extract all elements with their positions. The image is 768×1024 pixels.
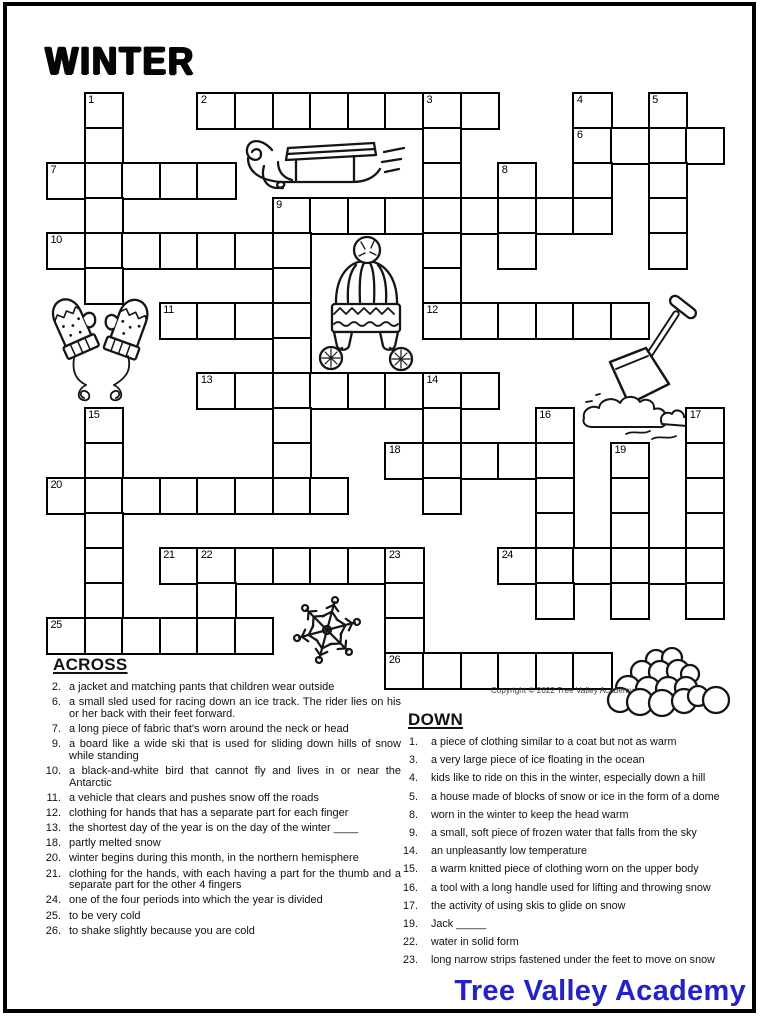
clue-text: Jack _____ [431,917,487,930]
grid-cell[interactable] [272,302,312,340]
clue-item [45,838,401,850]
clue-number: 10. [45,764,61,777]
clue-text: water in solid form [431,936,519,949]
clue-number: 9. [408,826,418,839]
clue-item [399,937,759,949]
grid-cell[interactable] [46,617,86,655]
clue-text: winter begins during this month, in the northern hemisphere [69,852,359,865]
grid-cell[interactable] [84,547,124,585]
clue-item [45,911,401,923]
grid-cell[interactable] [272,442,312,480]
clue-item [45,869,401,892]
clue-text: clothing for hands that has a separate part for each finger [69,806,349,819]
clue-item [45,697,401,720]
clue-number: 14. [402,845,418,858]
clue-item [399,737,759,749]
cell-number: 7 [50,164,57,176]
grid-cell[interactable] [535,582,575,620]
clue-number: 4. [408,772,418,785]
grid-cell[interactable] [84,442,124,480]
grid-cell[interactable] [535,652,575,690]
grid-cell[interactable] [572,302,612,340]
grid-cell[interactable] [84,582,124,620]
grid-cell[interactable] [422,267,462,305]
grid-cell[interactable] [610,547,650,585]
copyright-note: Copyright © 2022 Tree Valley Academy [491,686,634,695]
clue-number: 22. [402,936,418,949]
clue-item [45,739,401,762]
clue-number: 21. [45,867,61,880]
grid-cell[interactable] [84,92,124,130]
clue-number: 24. [45,894,61,907]
grid-cell[interactable] [272,337,312,375]
clue-item [399,846,759,858]
clue-text: a piece of clothing similar to a coat but not as warm [431,736,677,748]
down-clues [399,737,759,967]
clue-text: to shake slightly because you are cold [69,924,255,937]
grid-cell[interactable] [685,512,725,550]
clue-number: 5. [408,790,418,803]
cell-number: 23 [388,549,401,561]
grid-cell[interactable] [234,302,274,340]
grid-cell[interactable] [159,547,199,585]
clue-item [399,919,759,931]
cell-number: 17 [689,409,701,421]
clue-number: 26. [45,924,61,937]
cell-number: 6 [576,129,583,141]
grid-cell[interactable] [460,197,500,235]
grid-cell[interactable] [272,547,312,585]
grid-cell[interactable] [384,372,424,410]
clue-text: worn in the winter to keep the head warm [431,808,629,821]
clue-number: 16. [402,881,418,894]
cell-number: 13 [200,374,213,386]
grid-cell[interactable] [121,617,161,655]
grid-cell[interactable] [309,197,349,235]
cell-number: 1 [88,94,94,106]
grid-cell[interactable] [685,442,725,480]
clue-number: 12. [45,806,61,819]
grid-cell[interactable] [648,92,688,130]
grid-cell[interactable] [535,477,575,515]
clue-item [399,864,759,876]
cell-number: 10 [50,234,62,246]
grid-cell[interactable] [648,232,688,270]
grid-cell[interactable] [685,547,725,585]
cell-number: 5 [652,94,658,106]
grid-cell[interactable] [121,477,161,515]
grid-cell[interactable] [572,652,612,690]
grid-cell[interactable] [535,547,575,585]
grid-cell[interactable] [384,442,424,480]
grid-cell[interactable] [384,197,424,235]
clue-item [399,955,759,967]
cell-number: 18 [388,444,401,456]
grid-cell[interactable] [234,232,274,270]
clue-item [45,724,401,736]
grid-cell[interactable] [572,162,612,200]
grid-cell[interactable] [272,197,312,235]
grid-cell[interactable] [46,477,86,515]
clue-text: a small, soft piece of frozen water that falls from the sky [431,826,697,839]
grid-cell[interactable] [272,407,312,445]
grid-cell[interactable] [84,407,124,445]
grid-cell[interactable] [196,477,236,515]
grid-cell[interactable] [535,442,575,480]
clue-text: a jacket and matching pants that children wear outside [69,681,335,693]
grid-cell[interactable] [610,582,650,620]
clue-item [399,792,759,804]
clue-item [399,901,759,913]
clue-text: partly melted snow [69,837,161,850]
grid-cell[interactable] [497,302,537,340]
grid-cell[interactable] [84,197,124,235]
grid-cell[interactable] [422,372,462,410]
clue-number: 15. [402,863,418,876]
clue-text: a long piece of fabric that's worn around the neck or head [69,722,349,735]
clue-number: 13. [45,822,61,835]
clue-item [45,766,401,789]
clue-item [45,823,401,835]
grid-cell[interactable] [84,162,124,200]
grid-cell[interactable] [272,372,312,410]
grid-cell[interactable] [46,162,86,200]
clue-number: 1. [408,736,418,748]
cell-number: 22 [200,549,213,561]
grid-cell[interactable] [347,92,387,130]
grid-cell[interactable] [309,477,349,515]
clue-text: a small sled used for racing down an ice track. The rider lies on his or her back with their feet forward. [69,696,401,720]
clue-item [45,682,401,694]
clue-number: 17. [402,899,418,912]
grid-cell[interactable] [685,127,725,165]
cell-number: 14 [426,374,438,386]
grid-cell[interactable] [121,162,161,200]
grid-cell[interactable] [572,127,612,165]
cell-number: 16 [539,409,551,421]
grid-cell[interactable] [196,582,236,620]
cell-number: 26 [388,654,401,666]
grid-cell[interactable] [84,267,124,305]
grid-cell[interactable] [84,617,124,655]
cell-number: 21 [163,549,175,561]
grid-cell[interactable] [159,617,199,655]
clue-text: to be very cold [69,909,141,922]
clue-text: long narrow strips fastened under the feet to move on snow [431,954,715,967]
grid-cell[interactable] [196,162,236,200]
clue-number: 6. [51,696,61,709]
clue-number: 11. [46,791,61,804]
cell-number: 24 [501,549,513,561]
clue-number: 8. [408,808,418,821]
grid-cell[interactable] [460,652,500,690]
grid-cell[interactable] [196,372,236,410]
clue-number: 7. [51,722,61,735]
grid-cell[interactable] [422,127,462,165]
grid-cell[interactable] [347,372,387,410]
grid-cell[interactable] [159,232,199,270]
grid-cell[interactable] [384,547,424,585]
grid-cell[interactable] [572,547,612,585]
grid-cell[interactable] [535,197,575,235]
clue-item [399,883,759,895]
grid-cell[interactable] [460,302,500,340]
grid-cell[interactable] [422,442,462,480]
clue-item [45,926,401,938]
grid-cell[interactable] [497,442,537,480]
grid-cell[interactable] [196,617,236,655]
grid-cell[interactable] [84,477,124,515]
grid-cell[interactable] [460,442,500,480]
grid-cell[interactable] [159,477,199,515]
clue-text: a tool with a long handle used for lifting and throwing snow [431,881,711,894]
grid-cell[interactable] [309,547,349,585]
clue-item [45,853,401,865]
grid-cell[interactable] [234,92,274,130]
grid-cell[interactable] [196,547,236,585]
clue-text: the shortest day of the year is on the day of the winter ____ [69,822,359,835]
clue-text: a black-and-white bird that cannot fly and lives in or near the Antarctic [69,764,401,789]
grid-cell[interactable] [685,407,725,445]
cell-number: 8 [501,164,508,176]
grid-cell[interactable] [347,197,387,235]
grid-cell[interactable] [272,267,312,305]
clue-item [399,773,759,785]
clue-item [399,755,759,767]
grid-cell[interactable] [422,652,462,690]
grid-cell[interactable] [272,477,312,515]
grid-cell[interactable] [648,197,688,235]
clue-number: 18. [45,837,61,850]
grid-cell[interactable] [384,617,424,655]
cell-number: 3 [426,94,433,106]
grid-cell[interactable] [422,407,462,445]
clue-text: clothing for the hands, with each having a part for the thumb and a separate part for the other 4 fingers [69,867,401,892]
across-clues [45,682,401,937]
cell-number: 11 [163,304,174,316]
grid-cell[interactable] [422,92,462,130]
grid-cell[interactable] [384,582,424,620]
grid-cell[interactable] [84,232,124,270]
clue-text: a board like a wide ski that is used for sliding down hills of snow while standing [69,738,401,762]
grid-cell[interactable] [84,512,124,550]
clue-text: one of the four periods into which the year is divided [69,894,323,907]
cell-number: 15 [88,409,100,421]
clue-text: a house made of blocks of snow or ice in the form of a dome [431,790,720,803]
cell-number: 20 [50,479,62,491]
cell-number: 9 [276,199,282,211]
grid-cell[interactable] [610,442,650,480]
grid-cell[interactable] [196,92,236,130]
grid-cell[interactable] [460,372,500,410]
clue-number: 9. [51,738,61,751]
grid-cell[interactable] [572,197,612,235]
clue-item [45,808,401,820]
clue-text: an unpleasantly low temperature [431,845,588,858]
grid-cell[interactable] [685,477,725,515]
grid-cell[interactable] [685,582,725,620]
grid-cell[interactable] [159,162,199,200]
grid-cell[interactable] [460,92,500,130]
grid-cell[interactable] [648,162,688,200]
grid-cell[interactable] [196,232,236,270]
grid-cell[interactable] [46,232,86,270]
grid-cell[interactable] [422,232,462,270]
grid-cell[interactable] [234,617,274,655]
grid-cell[interactable] [272,92,312,130]
grid-cell[interactable] [572,92,612,130]
across-section [45,655,401,941]
clue-text: a warm knitted piece of clothing worn on the upper body [431,863,699,876]
brand-footer: Tree Valley Academy [454,975,746,1007]
clue-number: 3. [408,754,418,767]
down-section [399,710,759,973]
clue-text: kids like to ride on this in the winter, especially down a hill [431,772,706,785]
grid-cell[interactable] [422,477,462,515]
clue-text: a very large piece of ice floating in the ocean [431,754,645,767]
clue-number: 25. [45,909,61,922]
grid-cell[interactable] [497,547,537,585]
grid-cell[interactable] [535,302,575,340]
grid-cell[interactable] [422,162,462,200]
clue-item [45,895,401,907]
cell-number: 19 [614,444,626,456]
grid-cell[interactable] [347,547,387,585]
clue-text: the activity of using skis to glide on snow [431,899,626,912]
grid-cell[interactable] [84,127,124,165]
grid-cell[interactable] [610,302,650,340]
grid-cell[interactable] [234,477,274,515]
grid-cell[interactable] [648,127,688,165]
clue-text: a vehicle that clears and pushes snow off the roads [69,791,319,804]
cell-number: 2 [200,94,207,106]
cell-number: 25 [50,619,62,631]
grid-cell[interactable] [196,302,236,340]
clue-item [399,828,759,840]
grid-cell[interactable] [384,92,424,130]
down-heading: DOWN [408,710,464,729]
across-heading: ACROSS [53,655,128,674]
page-title: WINTER [45,40,196,83]
grid-cell[interactable] [610,127,650,165]
grid-cell[interactable] [121,232,161,270]
grid-cell[interactable] [234,547,274,585]
cell-number: 4 [576,94,583,106]
grid-cell[interactable] [535,512,575,550]
grid-cell[interactable] [309,372,349,410]
grid-cell[interactable] [422,302,462,340]
grid-cell[interactable] [422,197,462,235]
grid-cell[interactable] [535,407,575,445]
clue-number: 19. [402,917,418,930]
clue-number: 20. [45,852,61,865]
clue-item [45,793,401,805]
grid-cell[interactable] [497,197,537,235]
grid-cell[interactable] [497,652,537,690]
grid-cell[interactable] [234,372,274,410]
grid-cell[interactable] [610,477,650,515]
grid-cell[interactable] [497,232,537,270]
grid-cell[interactable] [309,92,349,130]
grid-cell[interactable] [159,302,199,340]
grid-cell[interactable] [272,232,312,270]
clue-number: 23. [402,954,418,967]
clue-item [399,810,759,822]
grid-cell[interactable] [610,512,650,550]
clue-number: 2. [51,681,61,693]
grid-cell[interactable] [497,162,537,200]
grid-cell[interactable] [648,547,688,585]
cell-number: 12 [426,304,438,316]
